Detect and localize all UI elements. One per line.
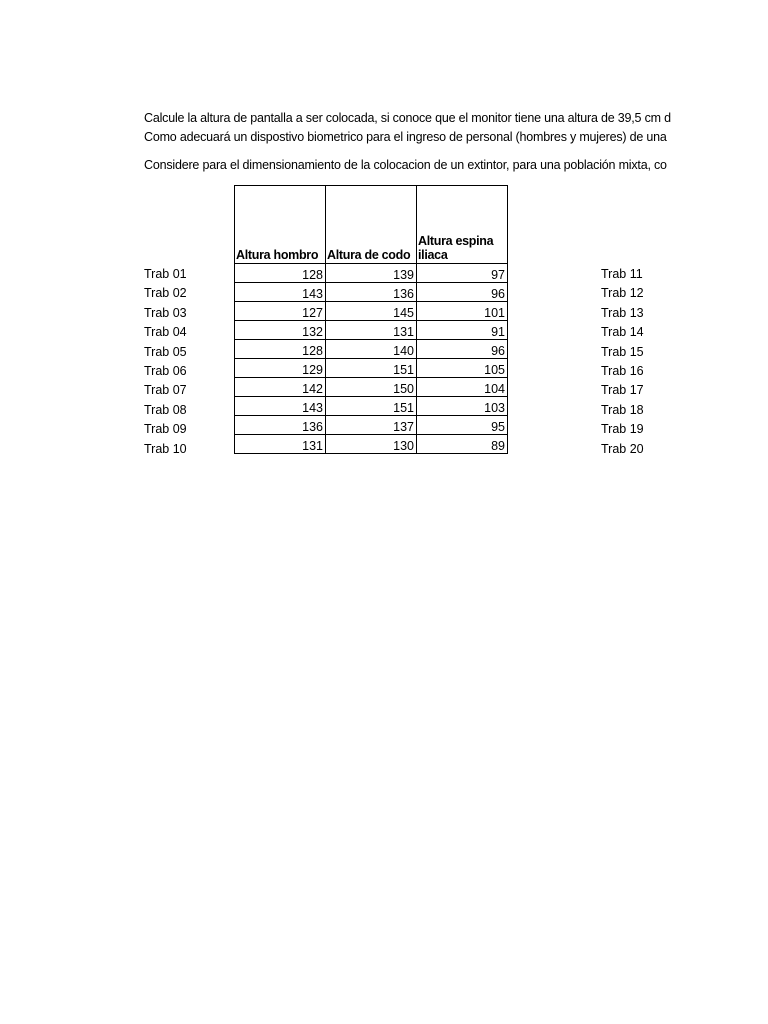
table-cell: 130 bbox=[326, 435, 417, 454]
table-cell: 137 bbox=[326, 416, 417, 435]
table-row bbox=[235, 435, 508, 454]
row-label: Trab 03 bbox=[144, 305, 187, 320]
row-label-right: Trab 18 bbox=[601, 402, 644, 417]
table-cell: 136 bbox=[326, 283, 417, 302]
table-cell: 145 bbox=[326, 302, 417, 321]
table-cell: 136 bbox=[235, 416, 326, 435]
table-cell: 131 bbox=[235, 435, 326, 454]
measurements-table bbox=[234, 185, 508, 454]
table-cell: 127 bbox=[235, 302, 326, 321]
row-label-right: Trab 11 bbox=[601, 267, 643, 281]
table-row bbox=[235, 378, 508, 397]
row-label-right: Trab 20 bbox=[601, 441, 644, 456]
table-cell: 91 bbox=[417, 321, 508, 340]
table-row bbox=[235, 264, 508, 283]
instruction-line-1: Calcule la altura de pantalla a ser colocada, si conoce que el monitor tiene una altura de 39,5 cm d bbox=[144, 111, 671, 125]
row-label: Trab 06 bbox=[144, 364, 187, 378]
table-row bbox=[235, 283, 508, 302]
header-altura-hombro: Altura hombro bbox=[235, 186, 326, 264]
table-cell: 131 bbox=[326, 321, 417, 340]
table-cell: 143 bbox=[235, 397, 326, 416]
table-cell: 104 bbox=[417, 378, 508, 397]
table-header-row bbox=[235, 186, 508, 264]
row-label: Trab 08 bbox=[144, 402, 187, 417]
table-cell: 142 bbox=[235, 378, 326, 397]
row-label: Trab 10 bbox=[144, 441, 187, 456]
table-cell: 151 bbox=[326, 397, 417, 416]
table-row bbox=[235, 359, 508, 378]
table-cell: 96 bbox=[417, 283, 508, 302]
row-label: Trab 01 bbox=[144, 267, 187, 281]
table-cell: 139 bbox=[326, 264, 417, 283]
table-cell: 101 bbox=[417, 302, 508, 321]
row-label-right: Trab 17 bbox=[601, 383, 644, 398]
table-cell: 128 bbox=[235, 340, 326, 359]
table-row bbox=[235, 416, 508, 435]
table-cell: 103 bbox=[417, 397, 508, 416]
table-cell: 96 bbox=[417, 340, 508, 359]
table-cell: 105 bbox=[417, 359, 508, 378]
table-cell: 129 bbox=[235, 359, 326, 378]
row-label-right: Trab 15 bbox=[601, 344, 644, 359]
row-label: Trab 09 bbox=[144, 422, 187, 437]
row-label-right: Trab 13 bbox=[601, 305, 644, 320]
header-altura-espina-iliaca: Altura espina iliaca bbox=[417, 186, 508, 264]
table-cell: 128 bbox=[235, 264, 326, 283]
table-cell: 143 bbox=[235, 283, 326, 302]
row-label-right: Trab 19 bbox=[601, 422, 644, 437]
table-row bbox=[235, 340, 508, 359]
row-label: Trab 07 bbox=[144, 383, 187, 398]
instruction-line-2: Como adecuará un dispostivo biometrico para el ingreso de personal (hombres y mujeres) de una bbox=[144, 130, 667, 144]
header-altura-codo: Altura de codo bbox=[326, 186, 417, 264]
table-row bbox=[235, 321, 508, 340]
row-label: Trab 05 bbox=[144, 344, 187, 359]
row-label-right: Trab 12 bbox=[601, 286, 644, 301]
table-cell: 150 bbox=[326, 378, 417, 397]
table-cell: 97 bbox=[417, 264, 508, 283]
table-row bbox=[235, 302, 508, 321]
table-cell: 132 bbox=[235, 321, 326, 340]
table-cell: 151 bbox=[326, 359, 417, 378]
row-label-right: Trab 14 bbox=[601, 325, 644, 340]
instruction-line-3: Considere para el dimensionamiento de la colocacion de un extintor, para una población mixta, co bbox=[144, 158, 667, 172]
table-cell: 95 bbox=[417, 416, 508, 435]
row-label-right: Trab 16 bbox=[601, 364, 644, 378]
table-row bbox=[235, 397, 508, 416]
table-cell: 140 bbox=[326, 340, 417, 359]
table-cell: 89 bbox=[417, 435, 508, 454]
row-label: Trab 02 bbox=[144, 286, 187, 301]
row-label: Trab 04 bbox=[144, 325, 187, 340]
